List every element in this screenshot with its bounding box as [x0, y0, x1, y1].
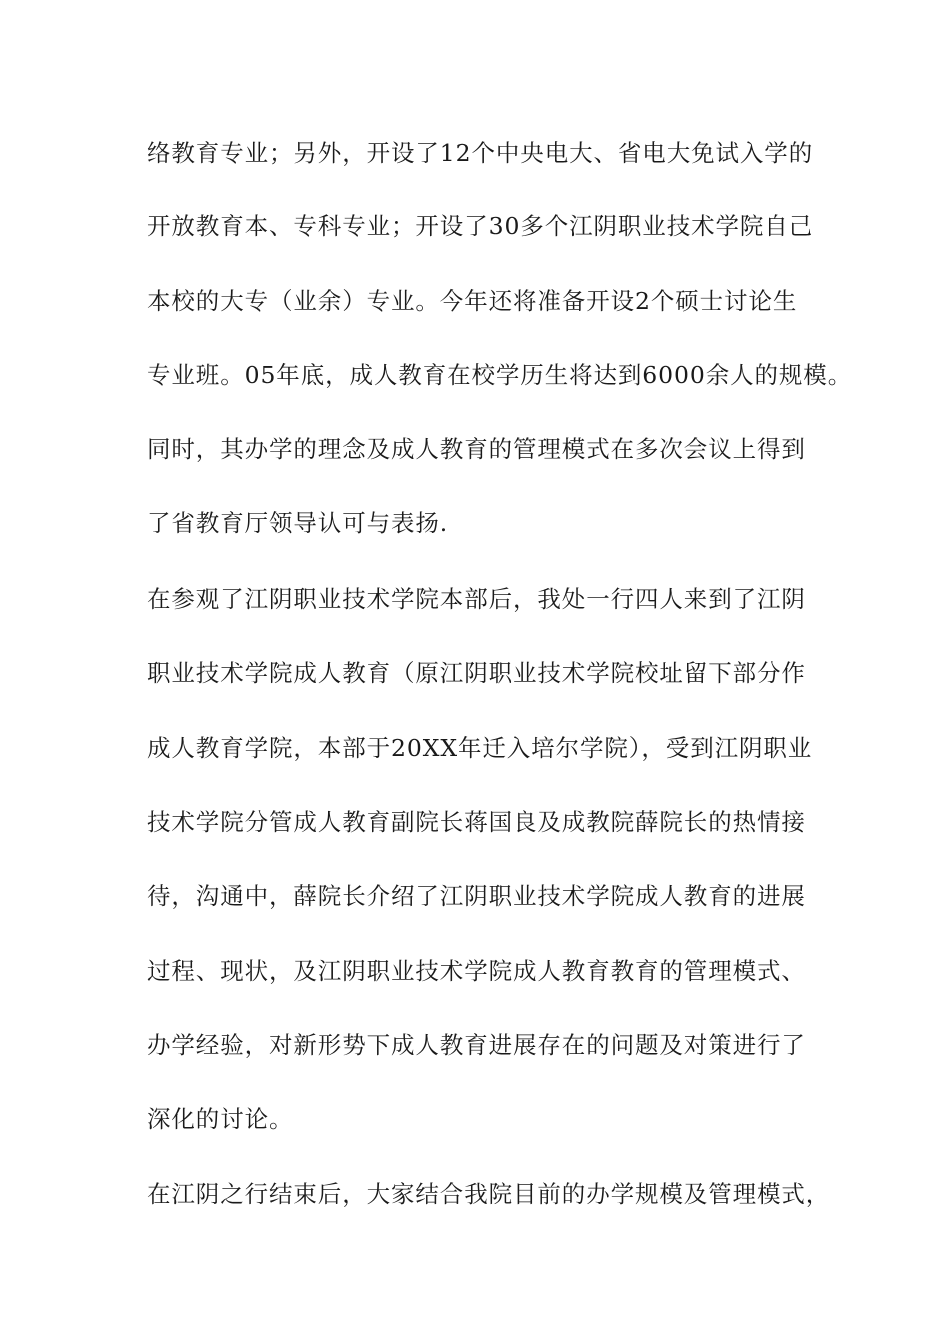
text-line: 络教育专业；另外，开设了12个中央电大、省电大免试入学的 [147, 139, 814, 167]
text-line: 成人教育学院，本部于20XX年迁入培尔学院），受到江阴职业 [147, 734, 813, 762]
text-line: 专业班。05年底，成人教育在校学历生将达到6000余人的规模。 [147, 361, 853, 389]
text-line: 过程、现状，及江阴职业技术学院成人教育教育的管理模式、 [147, 957, 806, 985]
text-line: 技术学院分管成人教育副院长蒋国良及成教院薛院长的热情接 [147, 808, 806, 836]
text-line: 本校的大专（业余）专业。今年还将准备开设2个硕士讨论生 [147, 287, 798, 315]
text-line: 在江阴之行结束后，大家结合我院目前的办学规模及管理模式， [147, 1180, 831, 1208]
text-line: 办学经验，对新形势下成人教育进展存在的问题及对策进行了 [147, 1031, 806, 1059]
text-line: 在参观了江阴职业技术学院本部后，我处一行四人来到了江阴 [147, 585, 806, 613]
text-line: 待，沟通中，薛院长介绍了江阴职业技术学院成人教育的进展 [147, 882, 806, 910]
text-line: 了省教育厅领导认可与表扬. [147, 509, 449, 537]
text-line: 同时，其办学的理念及成人教育的管理模式在多次会议上得到 [147, 435, 806, 463]
text-line: 职业技术学院成人教育（原江阴职业技术学院校址留下部分作 [147, 659, 806, 687]
text-line: 开放教育本、专科专业；开设了30多个江阴职业技术学院自己 [147, 212, 814, 240]
text-line: 深化的讨论。 [147, 1105, 294, 1133]
